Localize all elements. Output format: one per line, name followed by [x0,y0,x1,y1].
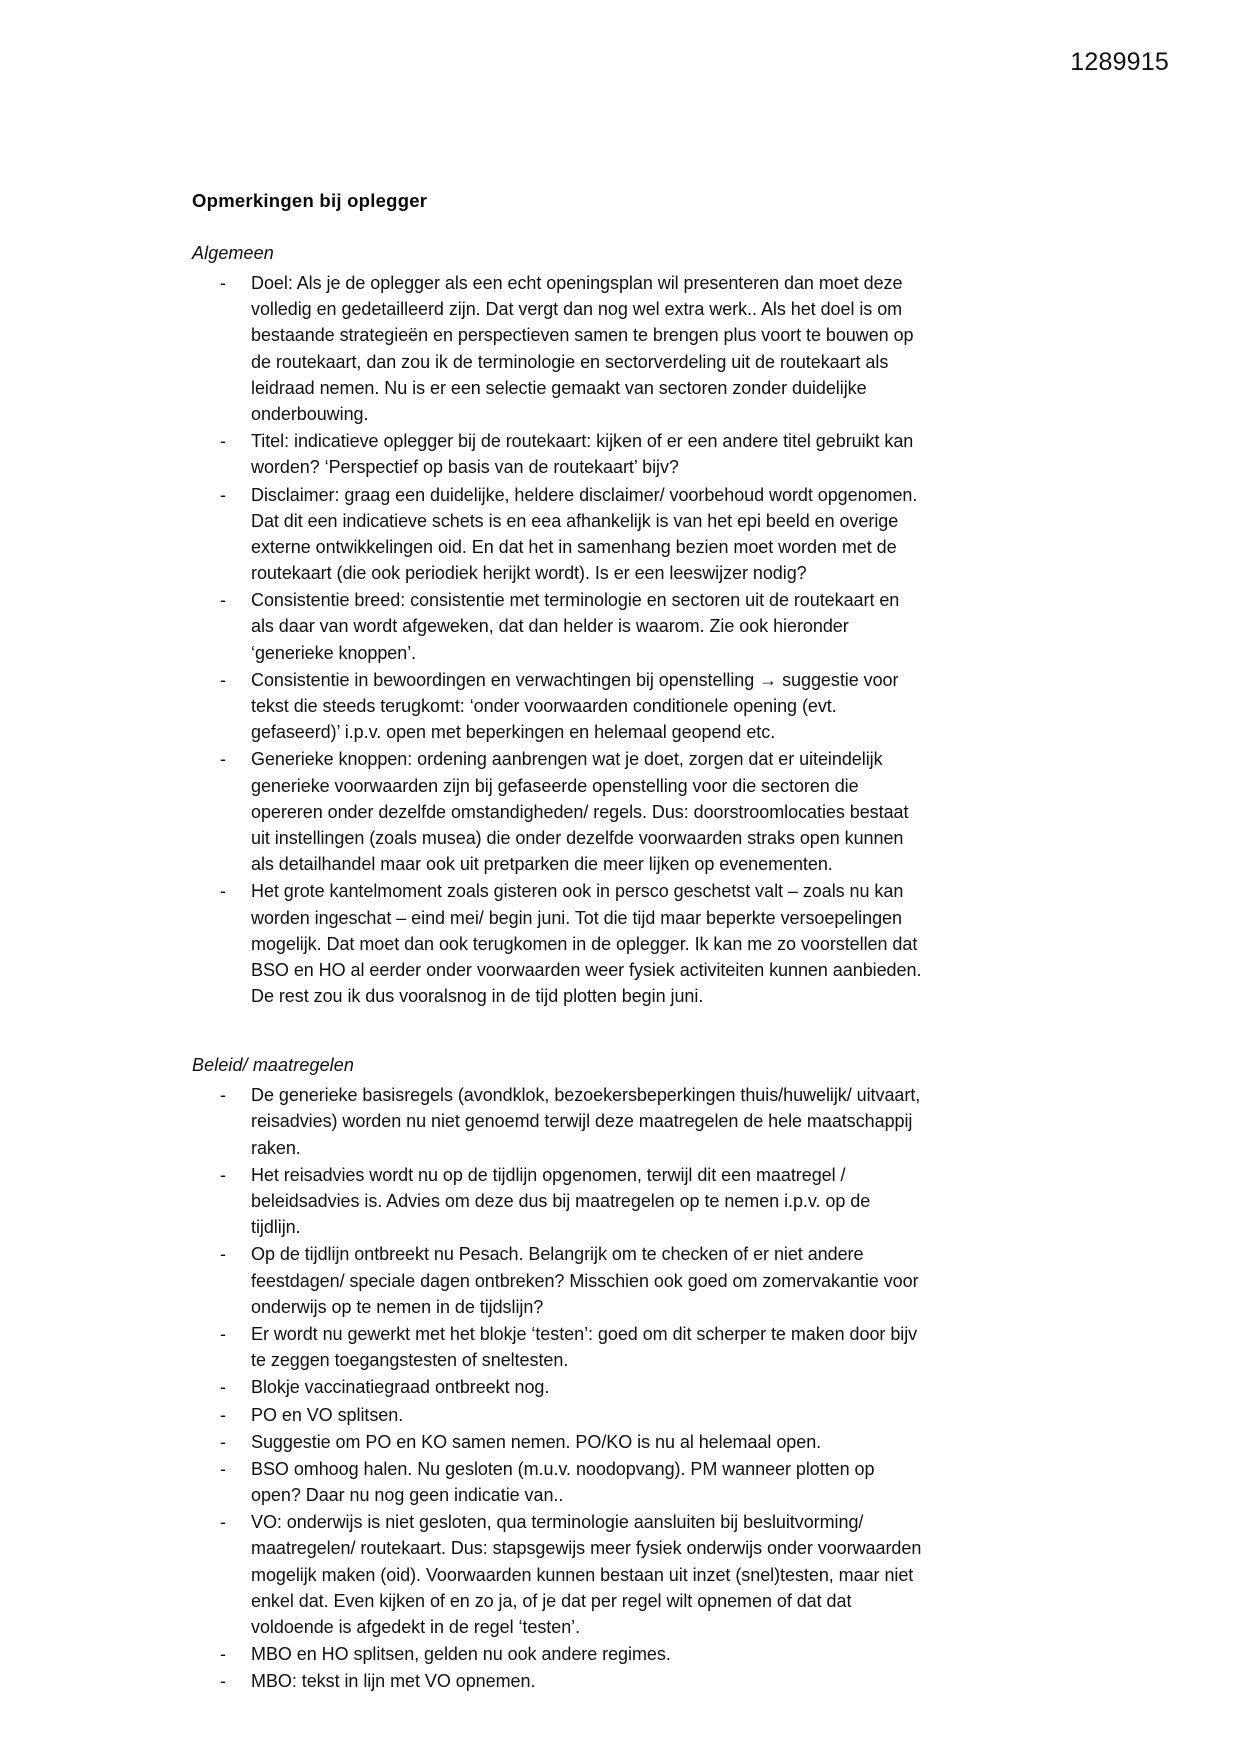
bullet-marker: - [220,431,226,452]
bullet-marker: - [220,749,226,770]
bullet-text: Consistentie in bewoordingen en verwachtingen bij openstelling → suggestie voor tekst die steeds terugkomt: ‘onder voorwaarden conditionele opening (evt. gefaseerd)’ i.p.v. open met beperkingen en helemaal geopend etc. [251,669,899,743]
bullet-marker: - [220,1431,226,1452]
list-item [220,587,922,666]
list-item [220,428,922,480]
bullet-text: Disclaimer: graag een duidelijke, heldere disclaimer/ voorbehoud wordt opgenomen. Dat dit een indicatieve schets is en eea afhankelijk is van het epi beeld en overige externe ontwikkelingen oid. En dat het in samenhang bezien moet worden met de routekaart (die ook periodiek herijkt wordt). Is er een leeswijzer nodig? [251,484,918,584]
bullet-marker: - [220,1244,226,1265]
bullet-text: Op de tijdlijn ontbreekt nu Pesach. Belangrijk om te checken of er niet andere feestdagen/ speciale dagen ontbreken? Misschien ook goed om zomervakantie voor onderwijs op te nemen in de tijdslijn? [251,1244,919,1317]
list-item [220,1429,922,1455]
list-item [220,1082,922,1161]
list-item [220,1456,922,1508]
bullet-marker: - [220,1085,226,1106]
bullet-text: MBO en HO splitsen, gelden nu ook andere regimes. [251,1644,671,1665]
list-item [220,1321,922,1373]
section-algemeen [192,243,922,1009]
list-item [220,1668,922,1694]
list-item [220,667,922,746]
document-body [192,190,922,1696]
bullet-marker: - [220,1164,226,1185]
bullet-list-beleid-maatregelen [192,1082,922,1694]
bullet-text: Suggestie om PO en KO samen nemen. PO/KO is nu al helemaal open. [251,1431,822,1452]
list-item [220,1509,922,1640]
bullet-marker: - [220,1644,226,1665]
list-item [220,1374,922,1400]
bullet-text: Er wordt nu gewerkt met het blokje ‘testen’: goed om dit scherper te maken door bijv te zeggen toegangstesten of sneltesten. [251,1323,918,1371]
bullet-marker: - [220,484,226,505]
bullet-marker: - [220,1512,226,1533]
bullet-marker: - [220,1377,226,1398]
bullet-text: Generieke knoppen: ordening aanbrengen wat je doet, zorgen dat er uiteindelijk generieke voorwaarden zijn bij gefaseerde openstelling voor die sectoren die opereren onder dezelfde omstandigheden/ regels. Dus: doorstroomlocaties bestaat uit instellingen (zoals musea) die onder dezelfde voorwaarden straks open kunnen als detailhandel maar ook uit pretparken die meer lijken op evenementen. [251,749,909,875]
section-beleid-maatregelen [192,1055,922,1694]
bullet-text: Consistentie breed: consistentie met terminologie en sectoren uit de routekaart en als daar van wordt afgeweken, dat dan helder is waarom. Zie ook hieronder ‘generieke knoppen’. [251,590,900,663]
bullet-text: Blokje vaccinatiegraad ontbreekt nog. [251,1377,550,1398]
bullet-text: BSO omhoog halen. Nu gesloten (m.u.v. noodopvang). PM wanneer plotten op open? Daar nu nog geen indicatie van.. [251,1458,875,1506]
bullet-text: VO: onderwijs is niet gesloten, qua terminologie aansluiten bij besluitvorming/ maatregelen/ routekaart. Dus: stapsgewijs meer fysiek onderwijs onder voorwaarden mogelijk maken (oid). Voorwaarden kunnen bestaan uit inzet (snel)testen, maar niet enkel dat. Even kijken of en zo ja, of je dat per regel wilt opnemen of dat dat voldoende is afgedekt in de regel ‘testen’. [251,1512,922,1637]
bullet-text: De generieke basisregels (avondklok, bezoekersbeperkingen thuis/huwelijk/ uitvaart, reisadvies) worden nu niet genoemd terwijl deze maatregelen de hele maatschappij raken. [251,1085,921,1158]
list-item [220,1241,922,1320]
list-item [220,878,922,1009]
bullet-marker: - [220,273,226,293]
bullet-marker: - [220,1671,226,1692]
list-item [220,270,922,427]
list-item [220,482,922,587]
page-number: 1289915 [1070,48,1169,76]
bullet-text: Doel: Als je de oplegger als een echt openingsplan wil presenteren dan moet deze volledig en gedetailleerd zijn. Dat vergt dan nog wel extra werk.. Als het doel is om bestaande strategieën en perspectieven samen te brengen plus voort te bouwen op de routekaart, dan zou ik de terminologie en sectorverdeling uit de routekaart als leidraad nemen. Nu is er een selectie gemaakt van sectoren zonder duidelijke onderbouwing. [251,273,914,424]
page-title: Opmerkingen bij oplegger [192,190,428,211]
list-item [220,746,922,877]
section-spacer [192,1035,922,1055]
bullet-text: MBO: tekst in lijn met VO opnemen. [251,1671,536,1692]
bullet-marker: - [220,1404,226,1425]
bullet-text: Het grote kantelmoment zoals gisteren ook in persco geschetst valt – zoals nu kan worden ingeschat – eind mei/ begin juni. Tot die tijd maar beperkte versoepelingen mogelijk. Dat moet dan ook terugkomen in de oplegger. Ik kan me zo voorstellen dat BSO en HO al eerder onder voorwaarden weer fysiek activiteiten kunnen aanbieden. De rest zou ik dus vooralsnog in de tijd plotten begin juni. [251,881,922,1007]
bullet-list-algemeen [192,270,922,1009]
bullet-marker: - [220,669,226,690]
bullet-text: Titel: indicatieve oplegger bij de routekaart: kijken of er een andere titel gebruikt kan worden? ‘Perspectief op basis van de routekaart’ bijv? [251,431,914,478]
section-heading-algemeen: Algemeen [192,243,274,263]
bullet-text: PO en VO splitsen. [251,1404,404,1425]
section-heading-beleid-maatregelen: Beleid/ maatregelen [192,1055,355,1076]
bullet-marker: - [220,1458,226,1479]
list-item [220,1402,922,1428]
bullet-text: Het reisadvies wordt nu op de tijdlijn opgenomen, terwijl dit een maatregel / beleidsadvies is. Advies om deze dus bij maatregelen op te nemen i.p.v. op de tijdlijn. [251,1164,871,1238]
bullet-marker: - [220,590,226,611]
bullet-marker: - [220,881,226,902]
bullet-marker: - [220,1323,226,1344]
list-item [220,1162,922,1241]
list-item [220,1641,922,1667]
